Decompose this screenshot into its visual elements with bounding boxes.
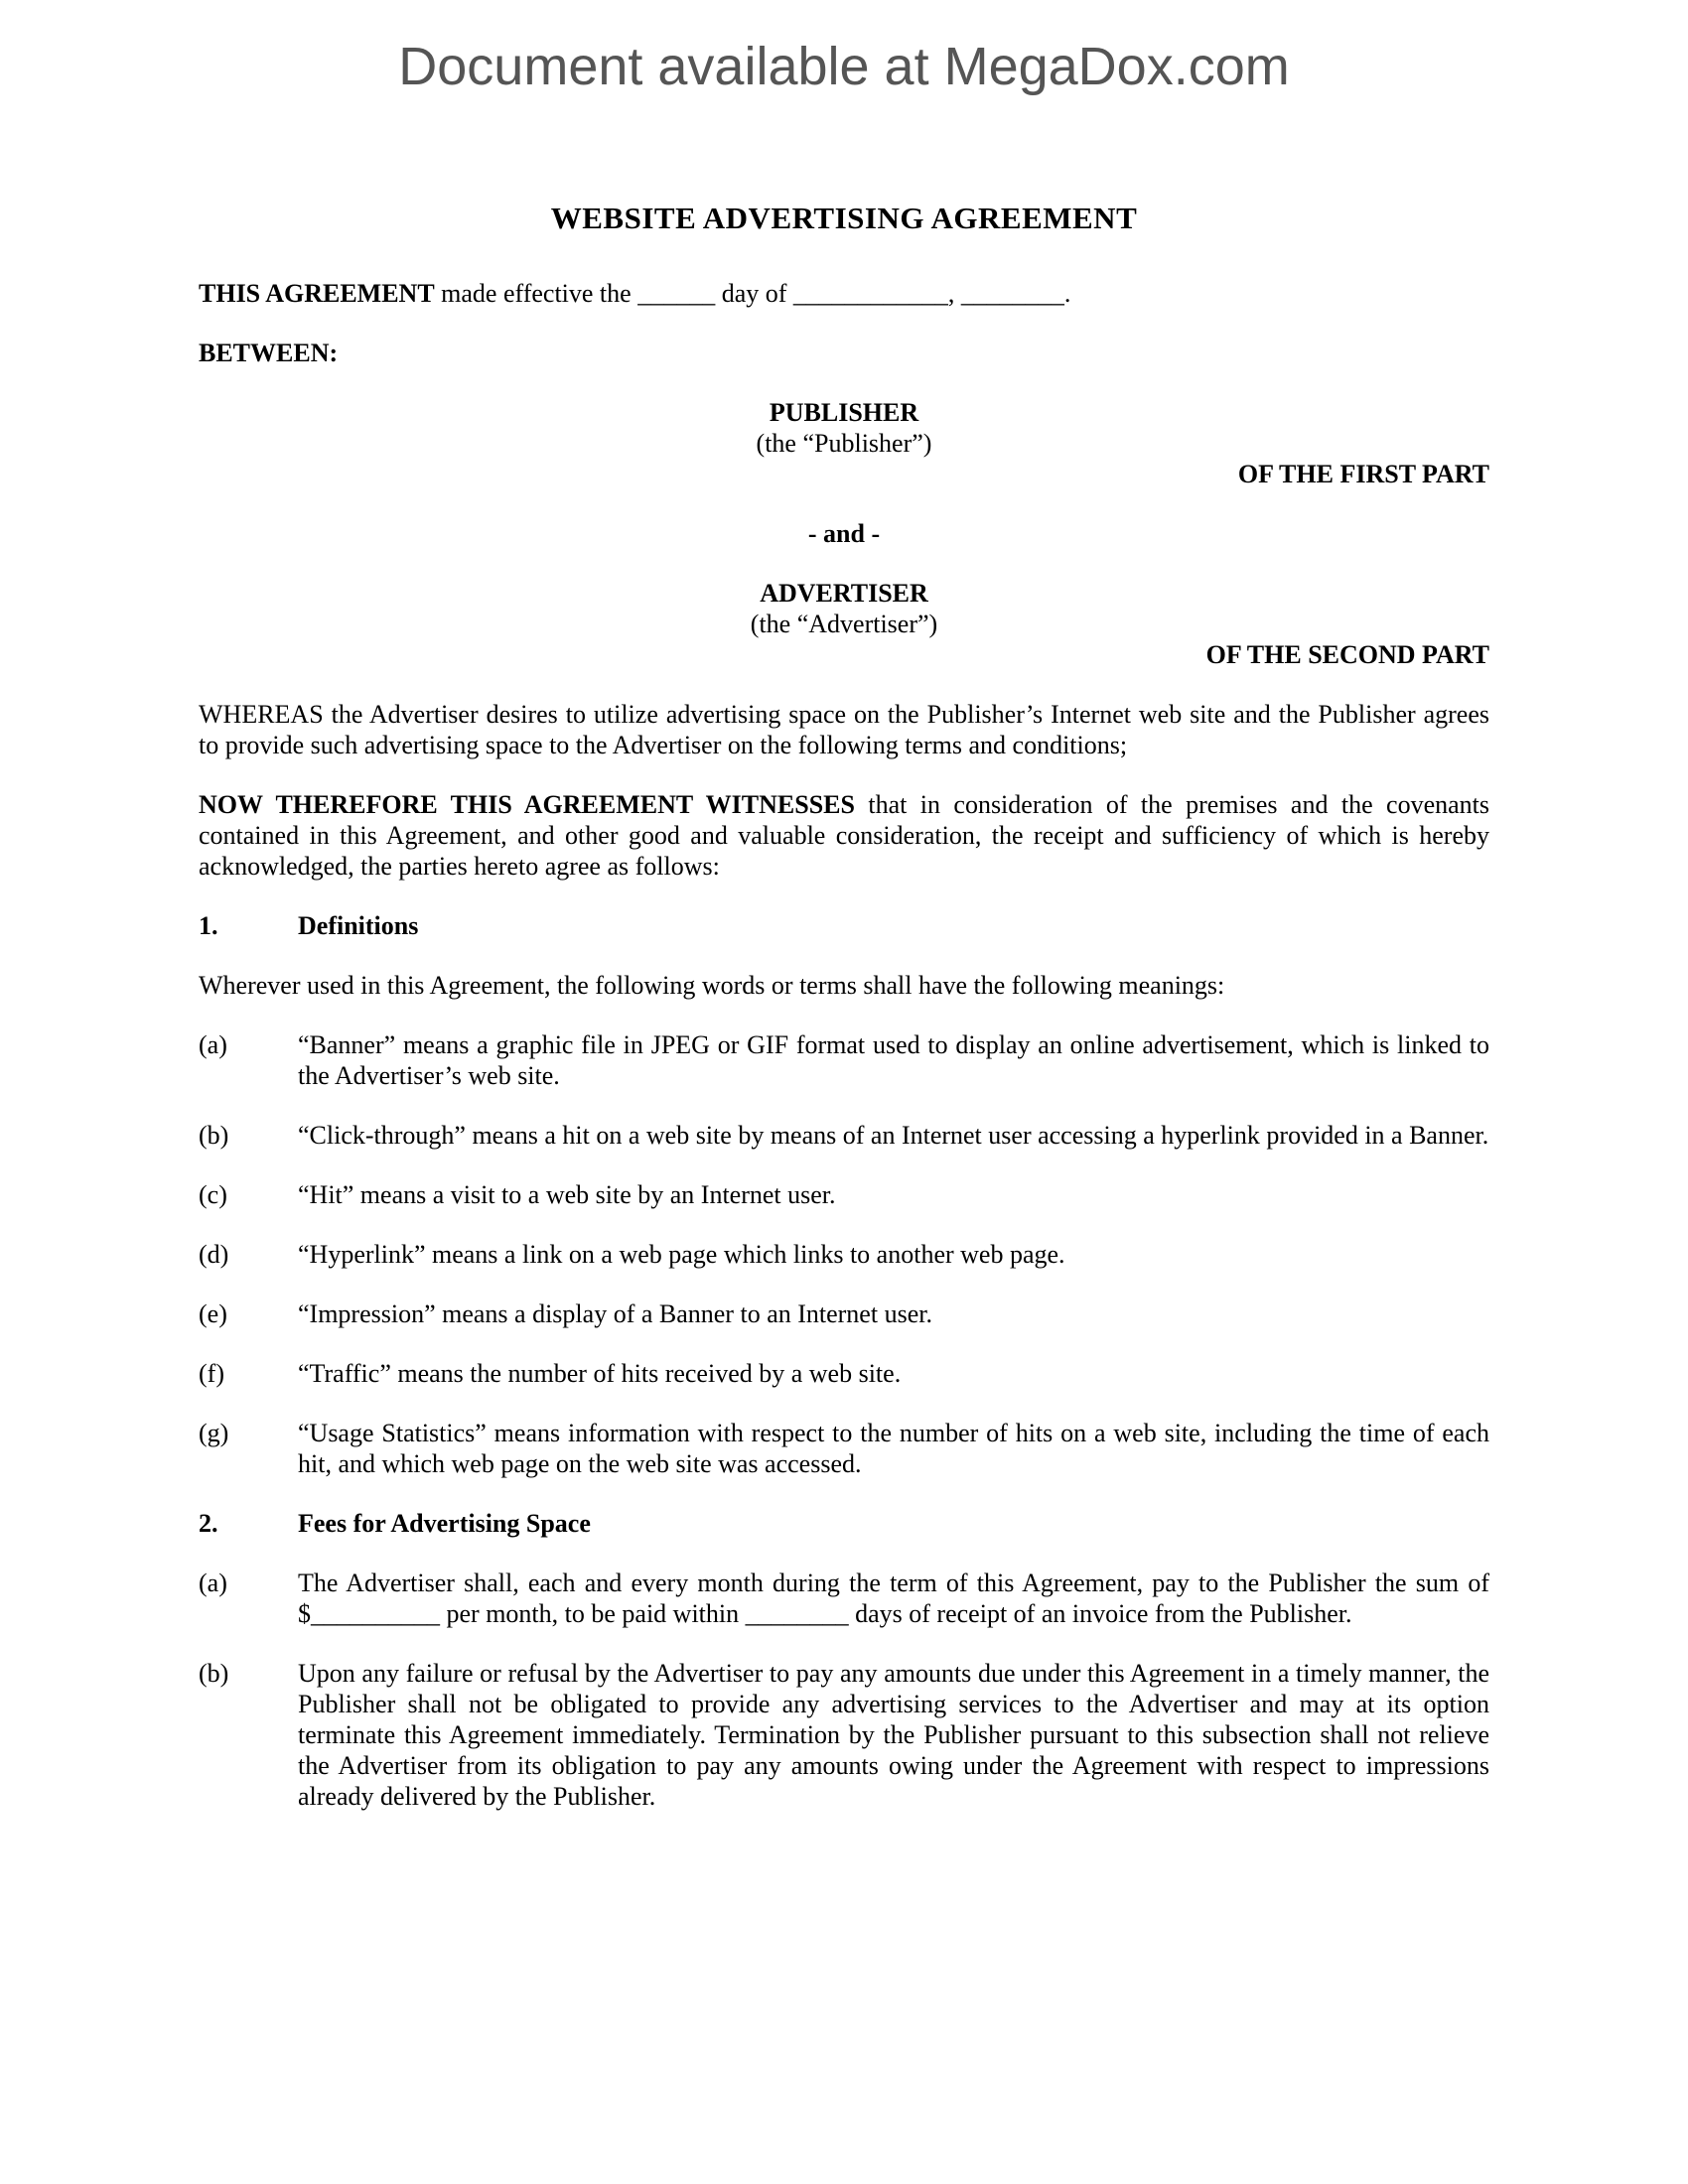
section-1-title: Definitions xyxy=(298,911,419,940)
item-label: (g) xyxy=(199,1419,229,1447)
item-label: (e) xyxy=(199,1299,227,1328)
and-separator: - and - xyxy=(807,519,881,548)
this-agreement-bold: THIS AGREEMENT xyxy=(199,279,435,308)
now-therefore-bold: NOW THEREFORE THIS AGREEMENT WITNESSES xyxy=(199,790,855,819)
item-label: (a) xyxy=(199,1030,227,1059)
item-text: “Usage Statistics” means information with respect to the number of hits on a web site, including the time of each hit, and which web page on the web site was accessed. xyxy=(298,1419,1489,1478)
item-text: “Click-through” means a hit on a web site by means of an Internet user accessing a hyperlink provided in a Banner. xyxy=(298,1121,1489,1150)
advertiser-alias: (the “Advertiser”) xyxy=(750,610,938,638)
section-2-title: Fees for Advertising Space xyxy=(298,1509,591,1538)
item-label: (b) xyxy=(199,1659,229,1688)
advertiser-name: ADVERTISER xyxy=(760,579,928,608)
item-text: “Impression” means a display of a Banner to an Internet user. xyxy=(298,1299,932,1328)
definitions-intro: Wherever used in this Agreement, the following words or terms shall have the following meanings: xyxy=(199,971,1225,1000)
of-the-second-part-label: OF THE SECOND PART xyxy=(1205,640,1489,669)
now-therefore-recital xyxy=(199,789,1489,882)
definition-item-c xyxy=(199,1179,1489,1210)
document-body xyxy=(199,199,1489,1841)
publisher-alias: (the “Publisher”) xyxy=(756,429,932,458)
effective-date-rest: made effective the ______ day of ____________, ________. xyxy=(434,279,1071,308)
definition-item-g xyxy=(199,1418,1489,1479)
watermark-header: Document available at MegaDox.com xyxy=(398,37,1290,96)
section-1-heading xyxy=(199,910,1489,941)
document-title: WEBSITE ADVERTISING AGREEMENT xyxy=(550,201,1138,235)
fees-item-b xyxy=(199,1658,1489,1812)
item-text: The Advertiser shall, each and every month during the term of this Agreement, pay to the Publisher the sum of $__________ per month, to be paid within ________ days of receipt of an invoice from the Publisher. xyxy=(298,1569,1489,1628)
item-text: Upon any failure or refusal by the Advertiser to pay any amounts due under this Agreement in a timely manner, the Publisher shall not be obligated to provide any advertising services to the Advertiser and may at its option terminate this Agreement immediately. Termination by the Publisher pursuant to this subsection shall not relieve the Advertiser from its obligation to pay any amounts owing under the Agreement with respect to impressions already delivered by the Publisher. xyxy=(298,1659,1489,1811)
publisher-block xyxy=(199,397,1489,489)
between-label: BETWEEN: xyxy=(199,339,339,367)
item-text: “Hit” means a visit to a web site by an Internet user. xyxy=(298,1180,836,1209)
definition-item-b xyxy=(199,1120,1489,1151)
publisher-name: PUBLISHER xyxy=(769,398,919,427)
definition-item-f xyxy=(199,1358,1489,1389)
item-text: “Banner” means a graphic file in JPEG or GIF format used to display an online advertisement, which is linked to the Advertiser’s web site. xyxy=(298,1030,1489,1090)
section-1-number: 1. xyxy=(199,911,218,940)
item-label: (a) xyxy=(199,1569,227,1597)
fees-item-a xyxy=(199,1568,1489,1629)
item-label: (b) xyxy=(199,1121,229,1150)
section-2-number: 2. xyxy=(199,1509,218,1538)
whereas-recital: WHEREAS the Advertiser desires to utilize advertising space on the Publisher’s Internet web site and the Publisher agrees to provide such advertising space to the Advertiser on the following terms and conditions; xyxy=(199,700,1489,759)
item-label: (c) xyxy=(199,1180,227,1209)
advertiser-block xyxy=(199,578,1489,670)
item-text: “Traffic” means the number of hits received by a web site. xyxy=(298,1359,902,1388)
section-2-heading xyxy=(199,1508,1489,1539)
definition-item-a xyxy=(199,1029,1489,1091)
item-label: (d) xyxy=(199,1240,229,1269)
of-the-first-part-label: OF THE FIRST PART xyxy=(1237,460,1489,488)
now-therefore-rest: that in consideration of the premises and the covenants contained in this Agreement, and other good and valuable consideration, the receipt and sufficiency of which is hereby acknowledged, the parties hereto agree as follows: xyxy=(199,790,1489,881)
definition-item-e xyxy=(199,1298,1489,1329)
item-label: (f) xyxy=(199,1359,224,1388)
effective-date-line xyxy=(199,278,1489,309)
definition-item-d xyxy=(199,1239,1489,1270)
item-text: “Hyperlink” means a link on a web page which links to another web page. xyxy=(298,1240,1065,1269)
